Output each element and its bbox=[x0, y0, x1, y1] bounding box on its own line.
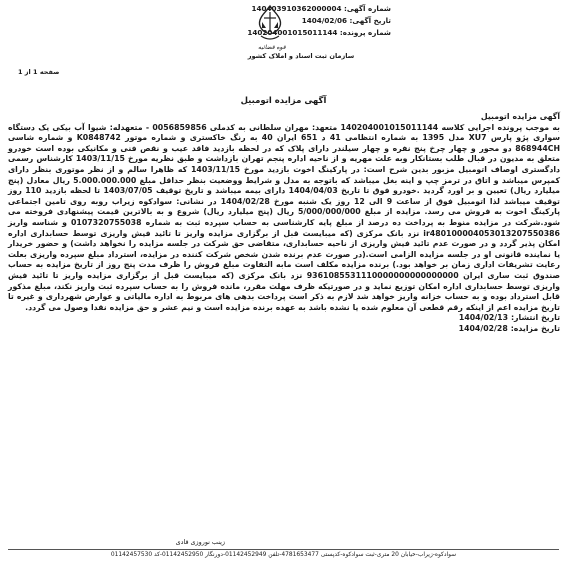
page-number: صفحه 1 از 1 bbox=[18, 68, 60, 76]
emblem-caption: قوه قضائیه bbox=[258, 44, 286, 51]
page-title: آگهی مزایده اتومبیل bbox=[240, 96, 327, 106]
ad-date-label: تاریخ آگهی: bbox=[349, 16, 391, 25]
signer-name: زینب نوروزی قادی bbox=[175, 538, 225, 546]
footer-divider bbox=[8, 549, 559, 550]
file-number-label: شماره پرونده: bbox=[339, 28, 391, 37]
ad-number-label: شماره آگهی: bbox=[343, 4, 391, 13]
publish-date-line bbox=[8, 313, 560, 324]
auction-date-value: 1404/02/28 bbox=[458, 323, 508, 333]
auction-date-label: تاریخ مزایده: bbox=[510, 323, 560, 333]
ad-date-value: 1404/02/06 bbox=[301, 16, 348, 25]
publish-date-value: 1404/02/13 bbox=[458, 313, 509, 323]
footer-address: سوادکوه-زیراب-خیابان 20 متری-ثبت سوادکوه-کدپستی 4781653477-تلفن 01142452949-دورنگار 01142452950-کد 01142457530 bbox=[110, 552, 457, 558]
auction-date-line bbox=[8, 324, 560, 335]
notice-paragraph: به موجب پرونده اجرایی کلاسه 140204001015011144 متعهد: مهران سلطانی به کدملی 0056859856 - متعهدله: شیوا آب بیکی یک دستگاه سواری پژو پارس XU7 مدل 1395 به شماره انتظامی 41 د 651 ایران 40 به رنگ خاکستری و شماره موتور K0848742 و شماره شاسی 868944CH دو محور و چهار چرخ پنج نفره و چهار سیلندر دارای پلاک که در لحظه بازدید فاقد عیب و نقص فنی و مکانیکی بوده است خودرو متعلق به مدیون در قبال طلب بستانکار وبه علت مهریه و از ناحیه اداره پنجم تهران بازداشت و طبق نظریه مورخ 1403/11/15 کارشناس رسمی دادگستری اوصاف اتومبیل مزبور بدین شرح است: در پارکینگ اخوت بازدید مورخ 1403/11/15 که ظاهرا سالم و از نظر موتوری بنظر دارای کمپرس میباشد و اتاق در ترمز چپ و اینه بغل میباشد که باتوجه به مدل و شرایط ووضعیت بنظر حداقل مبلغ 5.000.000.000 ریال معادل (پنج میلیارد ریال) تعیین و بر اورد گردید .خودرو فوق تا تاریخ 1404/04/03 دارای بیمه میباشد و تاریخ توقیف 1403/07/05 تا لحظه بازدید 110 روز توقیف میباشد لذا اتومبیل فوق از ساعت 9 الی 12 روز یک شنبه مورخ 1404/02/28 در نشانی: سوادکوه زیراب روبه روی تامین اجتماعی پارکینگ اخوت به فروش می رسد. مزایده از مبلغ 5/000/000/000 ریال (پنج میلیارد ریال) شروع و به بالاترین قیمت پیشنهادی فروخته می شود.شرکت در مزایده منوط به پرداخت ده درصد از مبلغ پایه کارشناسی به حساب سپرده ثبت به شماره 0107320755038 و شناسه واریز ir480100004053013207550386 نزد بانک مرکزی (که میبایست قبل از برگزاری مزایده واریز تا تائید فیش واریزی توسط حسابداری اداره امکان پذیر گردد و در صورت عدم تائید فیش واریزی از ناحیه حسابداری، متقاضی حق شرکت در جلسه مزایده را نخواهد داشت) و حضور خریدار یا نماینده قانونی او در جلسه مزایده الزامی است.(در صورت عدم برنده شدن شخص شرکت کننده در مزایده، استرداد مبلغ سپرده واریزی بعلت رعایت تشریفات اداری زمان بر خواهد بود.) برنده مزایده مکلف است مابه التفاوت مبلغ فروش را ظرف مدت پنج روز از تاریخ مزایده به حساب صندوق ثبت ساری ایران 9361085531110000000000000000 نزد بانک مرکزی (که میبایست قبل از برگزاری مزایده واریز تا تائید فیش واریزی توسط حسابداری اداره امکان توزیع نماید و در صورتیکه ظرف مهلت مقرر، مانده فروش را به حساب سپرده ثبت واریز نکند، مبلغ مذکور قابل استرداد بوده و به حساب خزانه واریز خواهد شد لازم به ذکر است پرداخت بدهی های مربوط به اداره مالیاتی و عوارض شهرداری و غیره تا تاریخ مزایده اعم از اینکه رقم قطعی آن معلوم شده یا نشده باشد به عهده برنده مزایده است و نیم عشر و حق مزایده نقدا وصول می گردد. bbox=[8, 122, 561, 312]
judiciary-emblem-icon bbox=[252, 4, 288, 44]
publish-date-label: تاریخ انتشار: bbox=[510, 313, 560, 323]
ad-date-line bbox=[302, 16, 391, 25]
ad-number-value: 140403910362000004 bbox=[251, 4, 342, 13]
organization-name: سازمان ثبت اسناد و املاک کشور bbox=[247, 52, 355, 60]
notice-heading: آگهی مزایده اتومبیل bbox=[480, 112, 560, 121]
notice-body bbox=[8, 112, 560, 334]
file-number-value: 140204001015011144 bbox=[247, 28, 338, 37]
